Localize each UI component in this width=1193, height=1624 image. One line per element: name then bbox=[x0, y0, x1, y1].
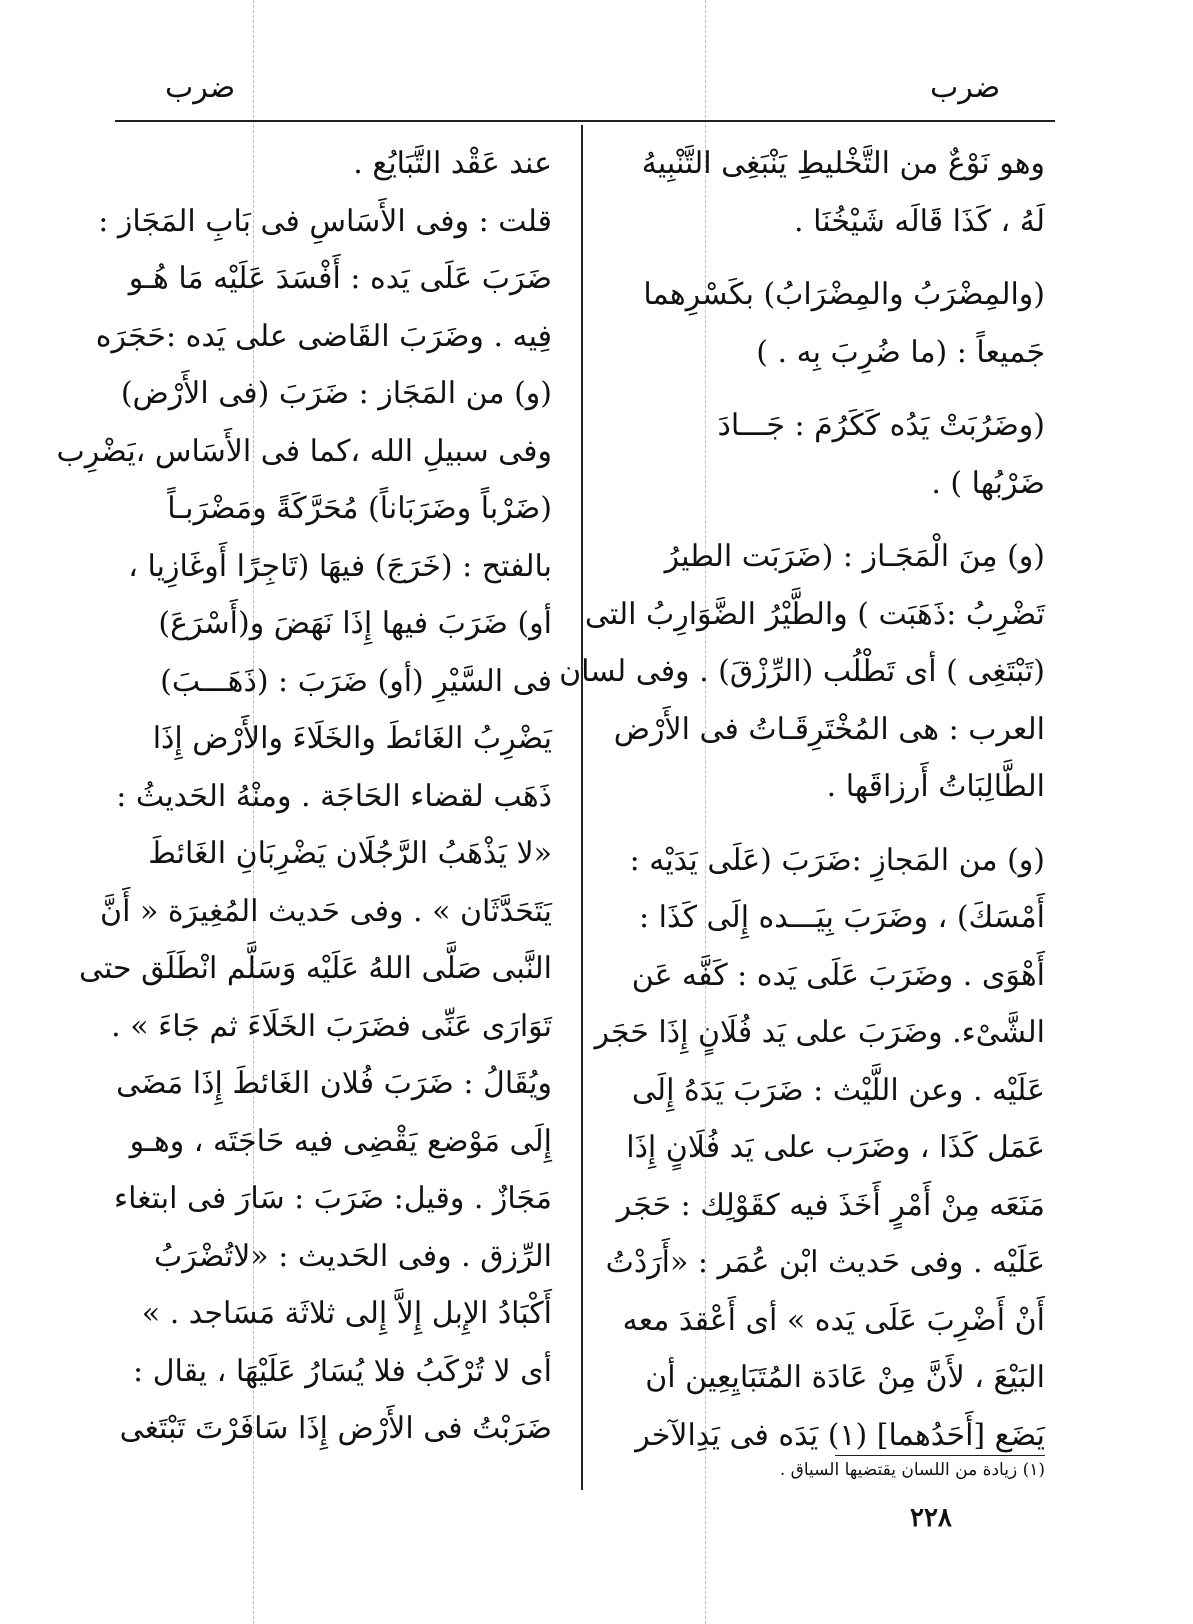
text-line: ضَرَبْتُ فى الأَرْض إِذَا سَافَرْتَ تَبْتَغى bbox=[119, 1411, 552, 1446]
text-line: يَضْرِبُ الغَائطَ والخَلَاءَ والأَرْض إِذَا bbox=[152, 721, 552, 756]
text-line: (و) من المَجازِ :ضَرَبَ (عَلَى يَدَيْه : bbox=[629, 842, 1045, 878]
text-line: فى السَّيْرِ (أو) ضَرَبَ : (ذَهَـــبَ) bbox=[160, 663, 552, 699]
running-header-right: ضرب bbox=[930, 70, 1001, 105]
text-line: مَنَعَه مِنْ أَمْرٍ أَخَذَ فيه كقَوْلِك : حَجَر bbox=[616, 1187, 1045, 1223]
text-line: الشَّىْء. وضَرَبَ على يَد فُلَانٍ إِذَا حَجَر bbox=[594, 1015, 1045, 1050]
text-line: ويُقَالُ : ضَرَبَ فُلان الغَائطَ إِذَا مَضَى bbox=[116, 1066, 552, 1101]
text-line: أَكْبَادُ الإِبل إِلاَّ إِلى ثلاثَة مَسَاجد . » bbox=[141, 1296, 552, 1331]
text-line: يَتَحَدَّثَان » . وفى حَديث المُغِيرَة « أَنَّ bbox=[100, 893, 552, 929]
text-line: وهو نَوْعٌ من التَّخْليطِ يَنْبَغِى التَّنْبِيهُ bbox=[641, 146, 1045, 181]
text-line: (والمِضْرَبُ والمِضْرَابُ) بكَسْرِهما bbox=[643, 277, 1045, 312]
text-line: تَضْرِبُ :ذَهَبَت ) والطَّيْرُ الضَّوَارِبُ التى bbox=[584, 596, 1045, 632]
header-rule bbox=[115, 120, 1055, 122]
footnote: (١) زيادة من اللسان يقتضيها السياق . bbox=[779, 1460, 1045, 1480]
footnote-rule bbox=[835, 1455, 1045, 1456]
text-line: ضَرَبَ عَلَى يَده : أَفْسَدَ عَلَيْه مَا هُـو bbox=[128, 261, 552, 296]
paragraph-gap bbox=[618, 512, 1045, 528]
text-line: أو) ضَرَبَ فيها إِذَا نَهَضَ و(أَسْرَعَ) bbox=[158, 606, 552, 641]
text-line: عَلَيْه . وفى حَديث ابْن عُمَر : «أَرَدْتُ bbox=[605, 1245, 1045, 1280]
text-line: لَهُ ، كَذَا قَالَه شَيْخُنَا . bbox=[794, 203, 1045, 239]
text-line: الطَّالِبَاتُ أَرزاقَها . bbox=[826, 769, 1045, 804]
paragraph-gap bbox=[618, 381, 1045, 397]
text-line: العرب : هى المُخْتَرِقَـاتُ فى الأَرْض bbox=[613, 711, 1045, 747]
text-line: «لا يَذْهَبُ الرَّجُلَان يَضْرِبَانِ الغَائطَ bbox=[148, 836, 552, 871]
text-line: أَهْوَى . وضَرَبَ عَلَى يَده : كَفَّه عَن bbox=[631, 957, 1045, 993]
left-column bbox=[56, 135, 552, 1458]
text-line: بالفتح : (خَرَجَ) فيهَا (تَاجِرًا أَوغَازِيا ، bbox=[128, 548, 552, 584]
text-line: أى لا تُرْكَبُ فلا يُسَارُ عَلَيْهَا ، يقال : bbox=[133, 1353, 552, 1389]
text-line: أَنْ أَضْرِبَ عَلَى يَده » أى أَعْقدَ معه bbox=[622, 1302, 1045, 1338]
text-line: (تَبْتَغِى ) أى تَطْلُب (الرِّزْقَ) . وفى لسان bbox=[559, 654, 1045, 689]
text-line: عَمَل كَذَا ، وضَرَب على يَد فُلَانٍ إِذَا bbox=[626, 1130, 1045, 1165]
text-line: تَوَارَى عَنِّى فضَرَبَ الخَلَاءَ ثم جَاءَ » . bbox=[111, 1008, 552, 1044]
text-line: أَمْسَكَ) ، وضَرَبَ بِيَـــده إِلَى كَذَا : bbox=[639, 900, 1045, 935]
text-line: عند عَقْد التَّبَايُع . bbox=[353, 146, 552, 181]
text-line: البَيْعَ ، لأَنَّ مِنْ عَادَة المُتَبَايِعِين أن bbox=[645, 1360, 1045, 1395]
text-line: النَّبى صَلَّى اللهُ عَلَيْه وَسَلَّم انْطَلَق حتى bbox=[78, 951, 552, 986]
text-line: مَجَازٌ . وقيل: ضَرَبَ : سَارَ فى ابتغاء bbox=[113, 1181, 552, 1216]
text-line: جَميعاً : (ما ضُرِبَ بِه . ) bbox=[756, 334, 1045, 370]
page-number: ٢٢٨ bbox=[910, 1503, 952, 1533]
running-header-left: ضرب bbox=[165, 70, 236, 105]
column-divider bbox=[581, 125, 583, 1490]
text-line: ضَرْبُها ) . bbox=[931, 465, 1045, 501]
text-line: قلت : وفى الأَسَاسِ فى بَابِ المَجَاز : bbox=[98, 203, 552, 239]
text-line: (و) مِنَ الْمَجَـاز : (ضَرَبَت الطيرُ bbox=[664, 539, 1045, 574]
text-line: إِلَى مَوْضع يَقْضِى فيه حَاجَتَه ، وهـو bbox=[129, 1123, 552, 1159]
text-line: عَلَيْه . وعن اللَّيْث : ضَرَبَ يَدَهُ إِلَى bbox=[631, 1072, 1045, 1108]
text-line: (وضَرُبَتْ يَدُه كَكَرُمَ : جَـــادَ bbox=[717, 408, 1045, 443]
text-line: ذَهَب لقضاء الحَاجَة . ومنْهُ الحَديثُ : bbox=[116, 778, 552, 814]
text-line: وفى سبيلِ الله ،كما فى الأَسَاس ،يَضْرِب bbox=[56, 433, 552, 469]
text-line: (و) من المَجَاز : ضَرَبَ (فى الأَرْض) bbox=[120, 376, 552, 411]
paragraph-gap bbox=[618, 816, 1045, 832]
text-line: فِيه . وضَرَبَ القَاضى على يَده :حَجَرَه bbox=[95, 318, 552, 354]
paragraph-gap bbox=[618, 250, 1045, 266]
text-line: (ضَرْباً وضَرَبَاناً) مُحَرَّكَةً ومَضْرَبـاً bbox=[167, 491, 552, 526]
right-column bbox=[559, 135, 1045, 1464]
text-line: يَضَع [أَحَدُهما] (١) يَدَه فى يَدِالآخر bbox=[635, 1417, 1045, 1453]
text-line: الرِّزق . وفى الحَديث : «لاتُضْرَبُ bbox=[154, 1238, 552, 1274]
